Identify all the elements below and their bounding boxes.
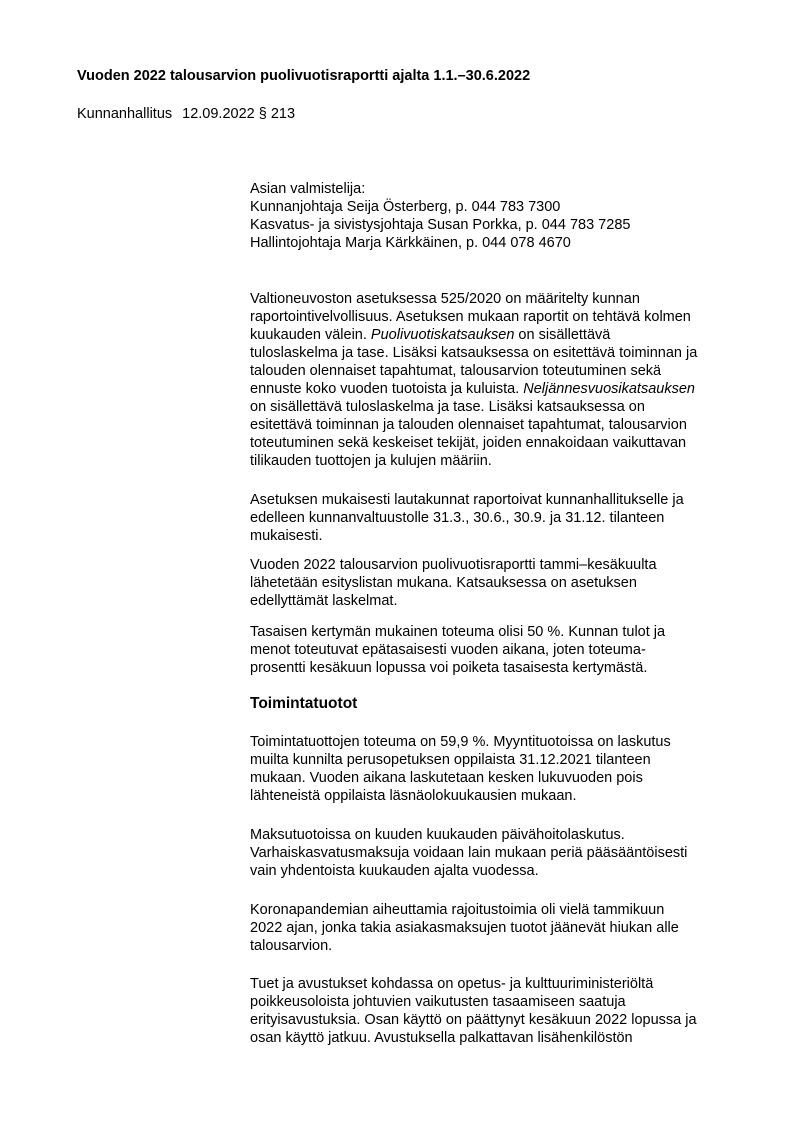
text-line [250,326,750,344]
text-line: Toimintatuottojen toteuma on 59,9 %. Myyntituotoissa on laskutus [250,734,671,750]
text-line: lähetetään esityslistan mukana. Katsauksessa on asetuksen [250,575,637,591]
section-heading: Toimintatuotot [250,695,358,712]
text-line: Maksutuotoissa on kuuden kuukauden päivähoitolaskutus. [250,827,625,843]
text-line: Varhaiskasvatusmaksuja voidaan lain mukaan periä pääsääntöisesti [250,845,688,861]
text-line: toteutuminen sekä keskeiset tekijät, joiden ennakoidaan vaikuttavan [250,435,687,451]
text-line: 2022 ajan, jonka takia asiakasmaksujen tuotot jäänevät hiukan alle [250,920,679,936]
decision-body: Kunnanhallitus [77,106,173,122]
text-line [250,380,750,398]
text-run: kuukauden välein. [250,327,371,343]
text-line: mukaisesti. [250,528,323,544]
text-line: mukaan. Vuoden aikana laskutetaan kesken lukuvuoden pois [250,770,643,786]
text-line: edelleen kunnanvaltuustolle 31.3., 30.6., 30.9. ja 31.12. tilanteen [250,510,665,526]
text-line: Tasaisen kertymän mukainen toteuma olisi 50 %. Kunnan tulot ja [250,624,666,640]
paragraph-reporting-obligation [250,290,750,470]
text-line: talousarvion. [250,938,333,954]
italic-term: Neljännesvuosikatsauksen [523,381,695,397]
text-run: on sisällettävä [514,327,611,343]
text-line: Koronapandemian aiheuttamia rajoitustoimia oli vielä tammikuun [250,902,665,918]
paragraph-grants [250,975,750,1047]
paragraph-fee-revenue [250,826,750,880]
paragraph-even-accumulation [250,623,750,677]
text-line: esitettävä toiminnan ja talouden olennaiset tapahtumat, talousarvion [250,417,687,433]
text-line: Tuet ja avustukset kohdassa on opetus- ja kulttuuriministeriöltä [250,976,654,992]
text-line: poikkeusoloista johtuvien vaikutusten tasaamiseen saatuja [250,994,626,1010]
preparer-line: Hallintojohtaja Marja Kärkkäinen, p. 044 078 4670 [250,235,571,251]
text-line: prosentti kesäkuun lopussa voi poiketa tasaisesta kertymästä. [250,660,648,676]
text-line: lähteneistä oppilaista läsnäolokuukausien mukaan. [250,788,577,804]
text-line: menot toteutuvat epätasaisesti vuoden aikana, joten toteuma- [250,642,646,658]
text-line: tilikauden tuottojen ja kulujen määriin. [250,453,492,469]
text-line: muilta kunnilta perusopetuksen oppilaista 31.12.2021 tilanteen [250,752,651,768]
text-line: erityisavustuksia. Osan käyttö on päättynyt kesäkuun 2022 lopussa ja [250,1012,697,1028]
text-line: edellyttämät laskelmat. [250,593,398,609]
paragraph-pandemic-effect [250,901,750,955]
text-run: ennuste koko vuoden tuotoista ja kuluista. [250,381,524,397]
paragraph-committee-reporting [250,491,750,545]
text-line: on sisällettävä tuloslaskelma ja tase. Lisäksi katsauksessa on [250,399,645,415]
italic-term: Puolivuotiskatsauksen [370,327,515,343]
document-title: Vuoden 2022 talousarvion puolivuotisraportti ajalta 1.1.–30.6.2022 [77,68,531,84]
meeting-reference [77,106,295,122]
text-line: Vuoden 2022 talousarvion puolivuotisraportti tammi–kesäkuulta [250,557,657,573]
text-line: talouden olennaiset tapahtumat, talousarvion toteutuminen sekä [250,363,662,379]
preparers-label: Asian valmistelija: [250,181,366,197]
text-line: tuloslaskelma ja tase. Lisäksi katsauksessa on esitettävä toiminnan ja [250,345,698,361]
meeting-date-section: 12.09.2022 § 213 [182,106,296,122]
text-line: osan käyttö jatkuu. Avustuksella palkattavan lisähenkilöstön [250,1030,633,1046]
paragraph-report-attached [250,556,750,610]
preparer-line: Kasvatus- ja sivistysjohtaja Susan Porkka, p. 044 783 7285 [250,217,631,233]
text-line: raportointivelvollisuus. Asetuksen mukaan raportit on tehtävä kolmen [250,309,691,325]
text-line: Asetuksen mukaisesti lautakunnat raportoivat kunnanhallitukselle ja [250,492,684,508]
text-line: Valtioneuvoston asetuksessa 525/2020 on määritelty kunnan [250,291,640,307]
preparer-line: Kunnanjohtaja Seija Österberg, p. 044 783 7300 [250,199,561,215]
paragraph-operating-revenue [250,733,750,805]
text-line: vain yhdentoista kuukauden ajalta vuodessa. [250,863,539,879]
preparers-block [250,180,750,252]
